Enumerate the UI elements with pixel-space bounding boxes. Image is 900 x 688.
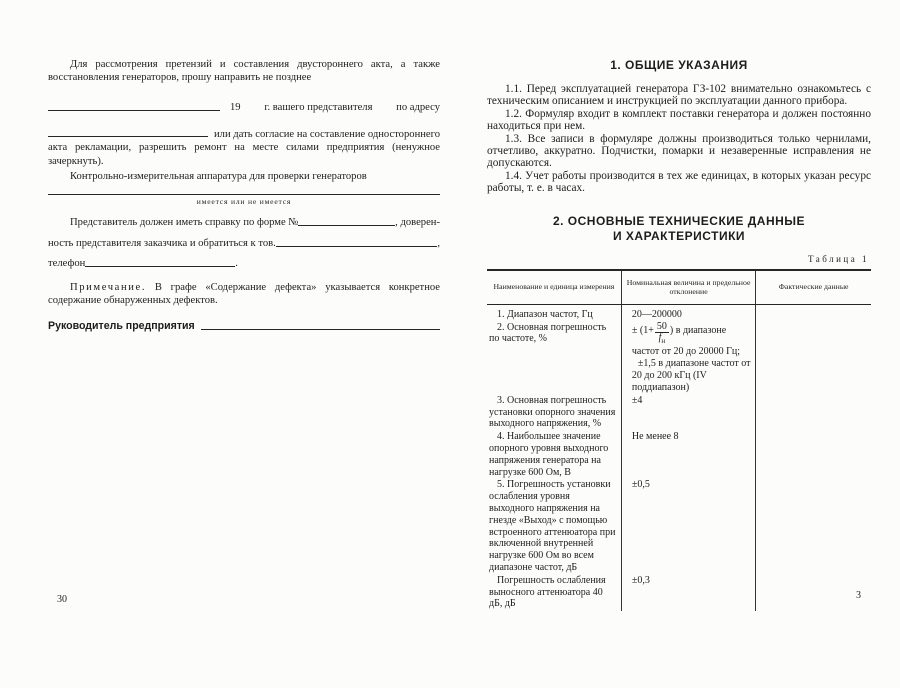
paragraph-1-3: 1.3. Все записи в формуляре должны производиться только чернилами, отчетливо, аккуратно. Подчистки, помарки и незаверенные исправления не допускаются. — [487, 132, 871, 170]
actual-data-cell — [756, 395, 871, 431]
formula-sign: ± — [631, 324, 638, 336]
spec-label-cell: 2. Основная погрешность по частоте, % — [487, 322, 621, 395]
spec-value-cell: 20—200000 — [631, 308, 682, 320]
spec-value-cell: ±0,3 — [631, 574, 650, 586]
table-row — [487, 479, 871, 574]
table-row — [487, 395, 871, 431]
left-page — [48, 58, 440, 332]
note-paragraph — [48, 282, 440, 307]
representative-form — [48, 217, 440, 269]
representative-text: г. вашего представителя — [264, 101, 373, 113]
director-label: Руководитель предприятия — [48, 320, 195, 333]
formula-fraction — [655, 322, 669, 346]
formula-open: (1+ — [639, 324, 654, 336]
paragraph-1-2: 1.2. Формуляр входит в комплект поставки генератора и должен постоянно находиться при нем. — [487, 107, 871, 133]
spec-value-cell: Не менее 8 — [631, 431, 679, 443]
fraction-denominator — [655, 333, 669, 346]
actual-data-cell — [756, 575, 871, 611]
header-nominal-value: Номинальная величина и предельное отклонение — [621, 270, 755, 305]
form-line-certificate — [48, 217, 440, 228]
denominator-subscript: н — [661, 336, 666, 345]
blank-line — [298, 225, 395, 226]
table-row — [487, 575, 871, 611]
frequency-error-formula — [632, 322, 751, 358]
actual-data-cell — [756, 479, 871, 574]
spec-value-cell: ±0,5 — [631, 479, 650, 491]
paragraph-1-1: 1.1. Перед эксплуатацией генератора ГЗ-102 внимательно ознакомьтесь с техническим описанием и инструкцией по эксплуатации данного прибора. — [487, 83, 871, 108]
consent-paragraph — [48, 128, 440, 168]
page-number-left: 30 — [57, 594, 67, 605]
table-row — [487, 322, 871, 395]
phone-text-tail: . — [235, 258, 238, 270]
right-page — [487, 58, 871, 611]
spec-value-cell — [621, 322, 755, 395]
section2-title — [487, 214, 871, 244]
table-header-row — [487, 270, 871, 305]
spec-label-cell: 3. Основная погрешность установки опорного значения выходного напряжения, % — [487, 395, 621, 431]
spec-label-cell: 1. Диапазон частот, Гц — [487, 304, 621, 321]
equipment-paragraph: Контрольно-измерительная аппаратура для проверки генераторов — [70, 171, 367, 183]
director-line — [48, 320, 440, 332]
blank-line — [85, 266, 235, 267]
section2-title-line2: И ХАРАКТЕРИСТИКИ — [612, 228, 746, 243]
certificate-text-tail: , доверен- — [395, 217, 440, 229]
blank-line — [276, 246, 438, 247]
year-prefix: 19 — [230, 101, 241, 113]
actual-data-cell — [756, 304, 871, 321]
note-text: В графе «Содержание дефекта» указывается конкретное содержание обнаруженных дефектов. — [48, 282, 440, 306]
consent-text: или дать согласие на составление одностороннего акта рекламации, разрешить ремонт на месте силами предприятия (ненужное зачеркнуть). — [48, 128, 440, 167]
paragraph-1-4: 1.4. Учет работы производится в тех же единицах, в которых указан ресурс работы, т. е. в часах. — [487, 169, 871, 195]
header-actual-data: Фактические данные — [756, 270, 871, 305]
contact-text: ность представителя заказчика и обратиться к тов. — [48, 237, 276, 249]
availability-caption: имеется или не имеется — [196, 197, 292, 207]
phone-label: телефон — [48, 258, 86, 270]
table-row — [487, 431, 871, 479]
spec-label-cell: 4. Наибольшее значение опорного уровня выходного напряжения генератора на нагрузке 600 Ом, В — [487, 431, 621, 479]
specs-table — [487, 269, 871, 612]
claims-paragraph: Для рассмотрения претензий и составления двустороннего акта, а также восстановления генераторов, прошу направить не позднее — [48, 59, 440, 84]
header-name-unit: Наименование и единица измерения — [487, 270, 621, 305]
page-number-right: 3 — [856, 590, 861, 601]
note-label: Примечание. — [70, 282, 147, 294]
certificate-text: Представитель должен иметь справку по форме № — [70, 217, 299, 229]
blank-line — [48, 110, 220, 111]
form-line-contact — [48, 238, 440, 249]
denominator-base: f — [658, 331, 662, 343]
availability-rule — [48, 194, 440, 195]
blank-line — [201, 329, 440, 330]
spec-value-cell: ±4 — [631, 394, 643, 406]
formula-close: ) — [669, 324, 674, 336]
actual-data-cell — [756, 431, 871, 479]
blank-line — [48, 129, 208, 137]
spec-label-cell: Погрешность ослабления выносного аттенюатора 40 дБ, дБ — [487, 575, 621, 611]
table-caption: Таблица 1 — [808, 253, 869, 264]
date-representative-line — [48, 102, 440, 113]
formula-range-text: в диапазоне частот от 20 до 20000 Гц; — [631, 324, 741, 357]
actual-data-cell — [756, 322, 871, 395]
section2-title-line1: 2. ОСНОВНЫЕ ТЕХНИЧЕСКИЕ ДАННЫЕ — [552, 213, 806, 228]
table-row — [487, 304, 871, 321]
spec-label-cell: 5. Погрешность установки ослабления уровня выходного напряжения на гнезде «Выход» с помощью встроенного аттенюатора при включенной внутренней нагрузке 600 Ом во всем диапазоне частот, дБ — [487, 479, 621, 574]
contact-text-tail: , — [437, 237, 440, 249]
frequency-error-second-value: ±1,5 в диапазоне частот от 20 до 200 кГц (IV поддиапазон) — [631, 358, 751, 394]
fraction-numerator: 50 — [656, 320, 667, 332]
form-line-phone — [48, 258, 440, 269]
address-text: по адресу — [396, 101, 441, 113]
section1-title: 1. ОБЩИЕ УКАЗАНИЯ — [610, 58, 748, 72]
